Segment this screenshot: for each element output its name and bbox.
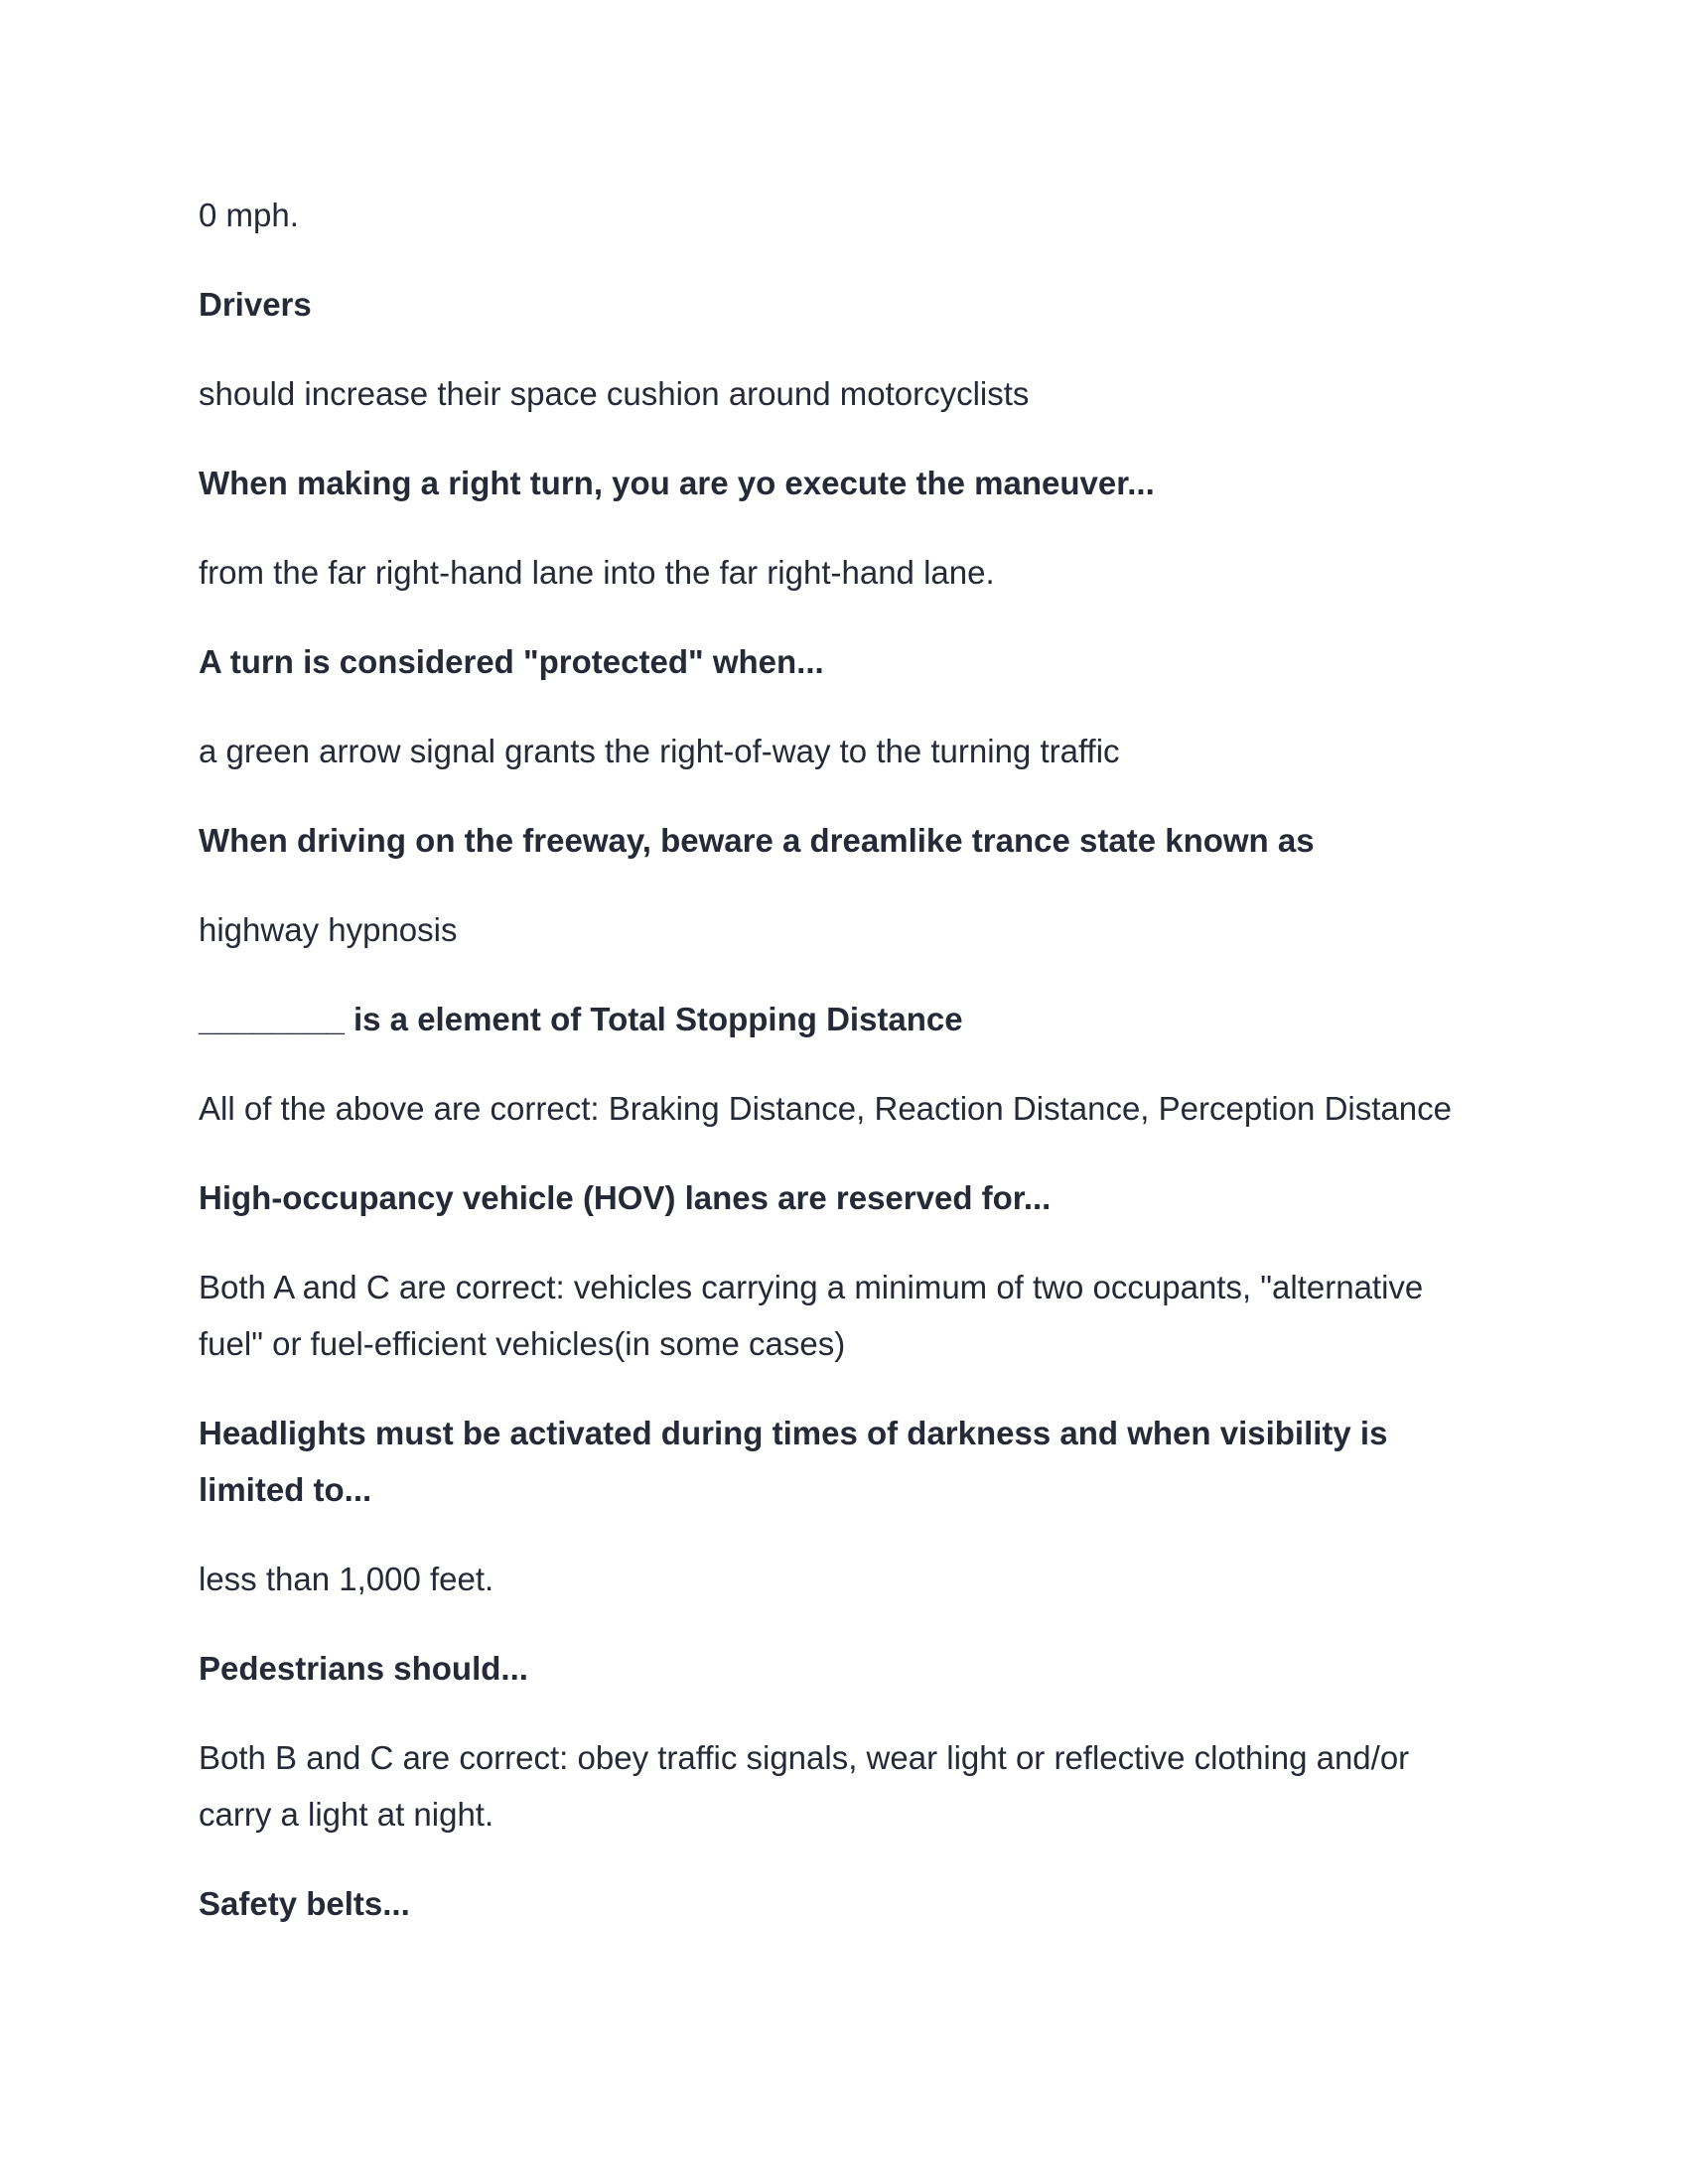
question-text: A turn is considered "protected" when... [199, 643, 824, 680]
question-text: High-occupancy vehicle (HOV) lanes are reserved for... [199, 1179, 1052, 1216]
answer-text: highway hypnosis [199, 911, 458, 948]
flashcard-list [199, 187, 1489, 1965]
answer-text: a green arrow signal grants the right-of-way to the turning traffic [199, 733, 1120, 769]
answer-text: Both B and C are correct: obey traffic signals, wear light or reflective clothing and/or carry a light at night. [199, 1739, 1410, 1833]
answer-text: Both A and C are correct: vehicles carrying a minimum of two occupants, "alternative fuel" or fuel-efficient vehicles(in some cases) [199, 1269, 1424, 1362]
question-text: Safety belts... [199, 1885, 410, 1922]
answer-text: All of the above are correct: Braking Distance, Reaction Distance, Perception Distance [199, 1090, 1452, 1127]
answer-text: less than 1,000 feet. [199, 1561, 494, 1597]
answer-text: from the far right-hand lane into the far right-hand lane. [199, 554, 995, 591]
answer-text: 0 mph. [199, 197, 299, 233]
question-text: ________ is a element of Total Stopping Distance [199, 1001, 963, 1037]
question-text: When making a right turn, you are yo execute the maneuver... [199, 465, 1155, 501]
answer-text: should increase their space cushion around motorcyclists [199, 375, 1030, 412]
question-text: When driving on the freeway, beware a dreamlike trance state known as [199, 822, 1315, 859]
question-text: Pedestrians should... [199, 1650, 528, 1687]
question-text: Headlights must be activated during times of darkness and when visibility is limited to... [199, 1415, 1388, 1508]
question-text: Drivers [199, 286, 312, 323]
